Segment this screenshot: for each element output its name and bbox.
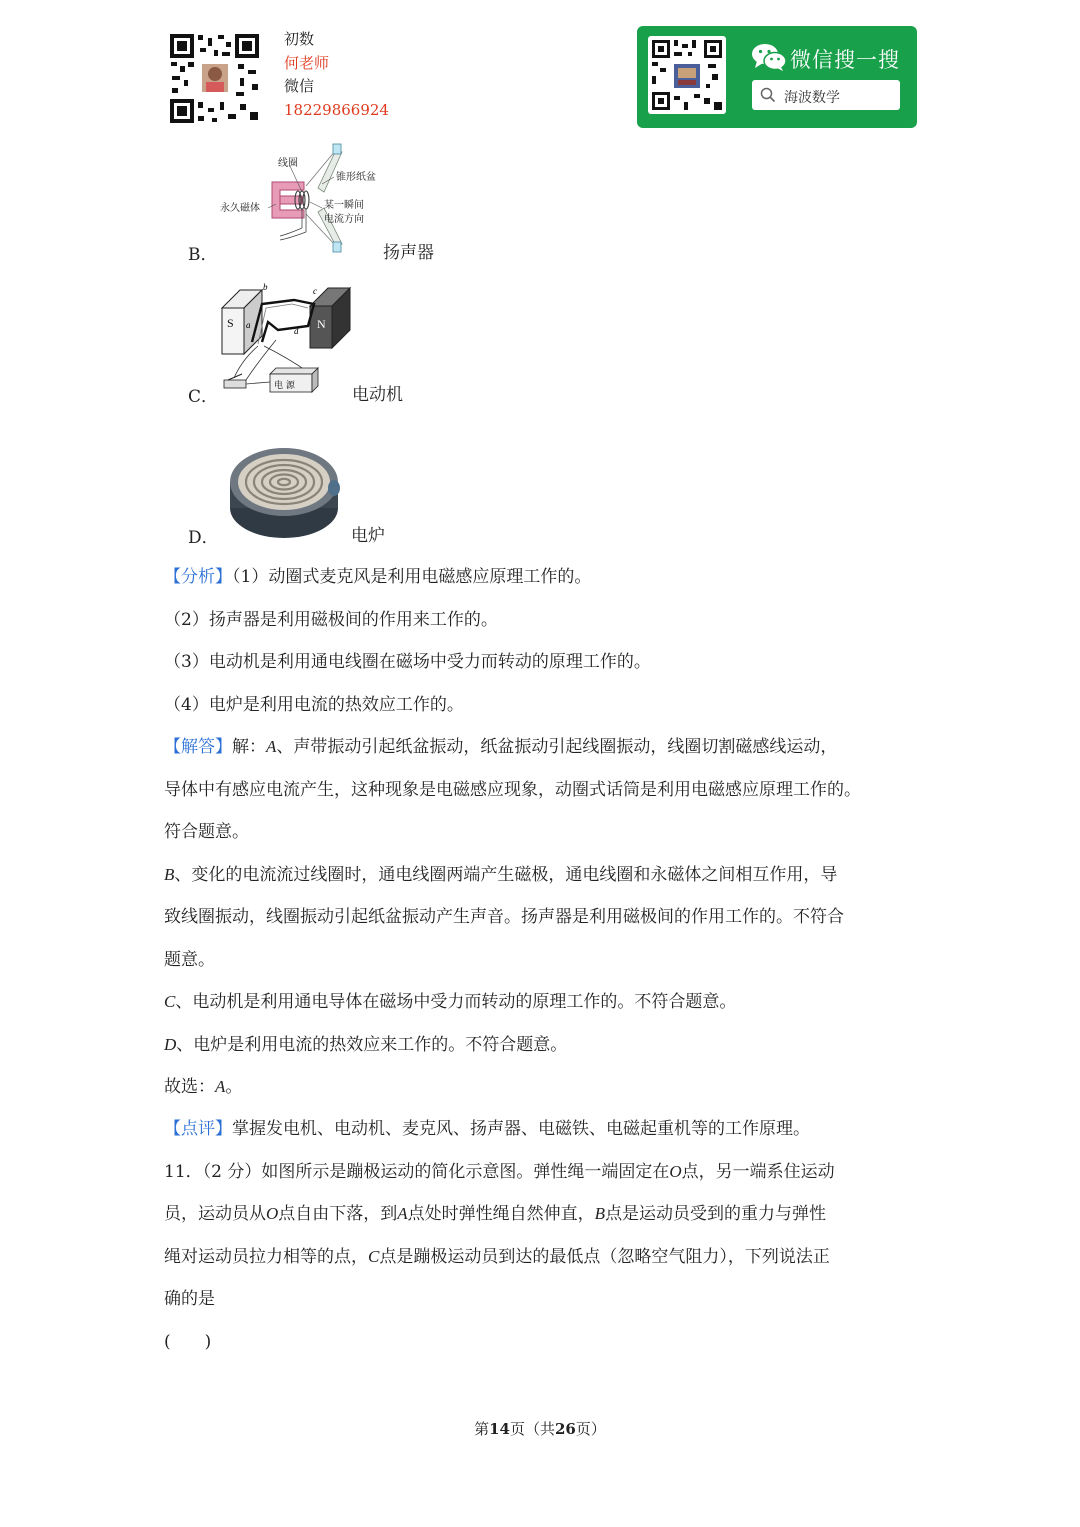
solution-b-line-1: B、变化的电流流过线圈时，通电线圈两端产生磁极，通电线圈和永磁体之间相互作用，导: [164, 865, 838, 885]
loudspeaker-figure: [218, 140, 388, 262]
solution-a-line-1: 【解答】解：A、声带振动引起纸盆振动，纸盆振动引起线圈振动，线圈切割磁感线运动，: [164, 737, 838, 757]
wechat-qr-code: [648, 36, 726, 114]
option-d-caption: 电炉: [351, 526, 385, 546]
fig-label-coil: 线圈: [278, 158, 298, 169]
fig-label-power: 电 源: [274, 381, 295, 391]
solution-tag: 【解答】: [164, 737, 232, 757]
solution-answer: 故选：A。: [164, 1077, 243, 1097]
solution-d-line: D、电炉是利用电流的热效应来工作的。不符合题意。: [164, 1035, 568, 1055]
fig-label-a: a: [246, 320, 251, 330]
header-phone-number: 18229866924: [284, 101, 389, 119]
teacher-qr-code: [168, 32, 261, 125]
analysis-line-2: （2）扬声器是利用磁极间的作用来工作的。: [164, 610, 498, 630]
option-b-caption: 扬声器: [383, 243, 434, 263]
fig-label-c: c: [313, 286, 317, 296]
analysis-line-4: （4）电炉是利用电流的热效应工作的。: [164, 695, 464, 715]
question-11-answer-blank: ( ): [164, 1332, 212, 1352]
question-11-line-4: 确的是: [164, 1289, 215, 1309]
solution-c-line: C、电动机是利用通电导体在磁场中受力而转动的原理工作的。不符合题意。: [164, 992, 737, 1012]
option-b-letter: B．: [188, 245, 218, 265]
option-c-letter: C．: [188, 387, 219, 407]
solution-b-line-2: 致线圈振动，线圈振动引起纸盆振动产生声音。扬声器是利用磁极间的作用工作的。不符合: [164, 907, 844, 927]
question-11-line-1: 11．（2 分）如图所示是蹦极运动的简化示意图。弹性绳一端固定在O点，另一端系住运动: [164, 1162, 835, 1182]
option-d-letter: D．: [188, 528, 219, 548]
fig-label-n: N: [317, 317, 326, 331]
solution-b-line-3: 题意。: [164, 950, 215, 970]
header-line-wechat: 微信: [284, 77, 315, 95]
header-line-teacher: 何老师: [284, 54, 330, 72]
question-11-line-2: 员，运动员从O点自由下落，到A点处时弹性绳自然伸直，B点是运动员受到的重力与弹性: [164, 1204, 827, 1224]
solution-a-line-3: 符合题意。: [164, 822, 249, 842]
fig-label-d: d: [294, 326, 299, 336]
fig-label-moment: 某一瞬间: [324, 200, 364, 211]
electric-stove-figure: [222, 438, 346, 546]
analysis-line-3: （3）电动机是利用通电线圈在磁场中受力而转动的原理工作的。: [164, 652, 651, 672]
header-line-1: 初数: [284, 30, 315, 48]
analysis-tag: 【分析】: [164, 567, 232, 587]
comment-tag: 【点评】: [164, 1119, 232, 1139]
wechat-search-keyword: 海波数学: [784, 90, 840, 106]
solution-a-line-2: 导体中有感应电流产生，这种现象是电磁感应现象，动圈式话筒是利用电磁感应原理工作的。: [164, 780, 861, 800]
fig-label-cone: 锥形纸盆: [336, 172, 376, 183]
page-number: 14: [489, 1420, 510, 1438]
motor-figure: [218, 282, 353, 404]
comment-line: 【点评】掌握发电机、电动机、麦克风、扬声器、电磁铁、电磁起重机等的工作原理。: [164, 1119, 810, 1139]
analysis-line-1: 【分析】（1）动圈式麦克风是利用电磁感应原理工作的。: [164, 567, 592, 587]
fig-label-b: b: [263, 282, 268, 292]
page-total: 26: [555, 1420, 576, 1438]
fig-label-s: S: [227, 316, 234, 330]
option-c-caption: 电动机: [352, 385, 403, 405]
fig-label-magnet: 永久磁体: [220, 203, 260, 214]
wechat-logo-icon: [751, 42, 787, 76]
search-icon: [760, 87, 776, 107]
page-footer: 第14页（共26页）: [474, 1420, 606, 1438]
question-11-line-3: 绳对运动员拉力相等的点，C点是蹦极运动员到达的最低点（忽略空气阻力），下列说法正: [164, 1247, 830, 1267]
wechat-search-title: 微信搜一搜: [790, 48, 900, 72]
fig-label-current: 电流方向: [324, 214, 364, 225]
